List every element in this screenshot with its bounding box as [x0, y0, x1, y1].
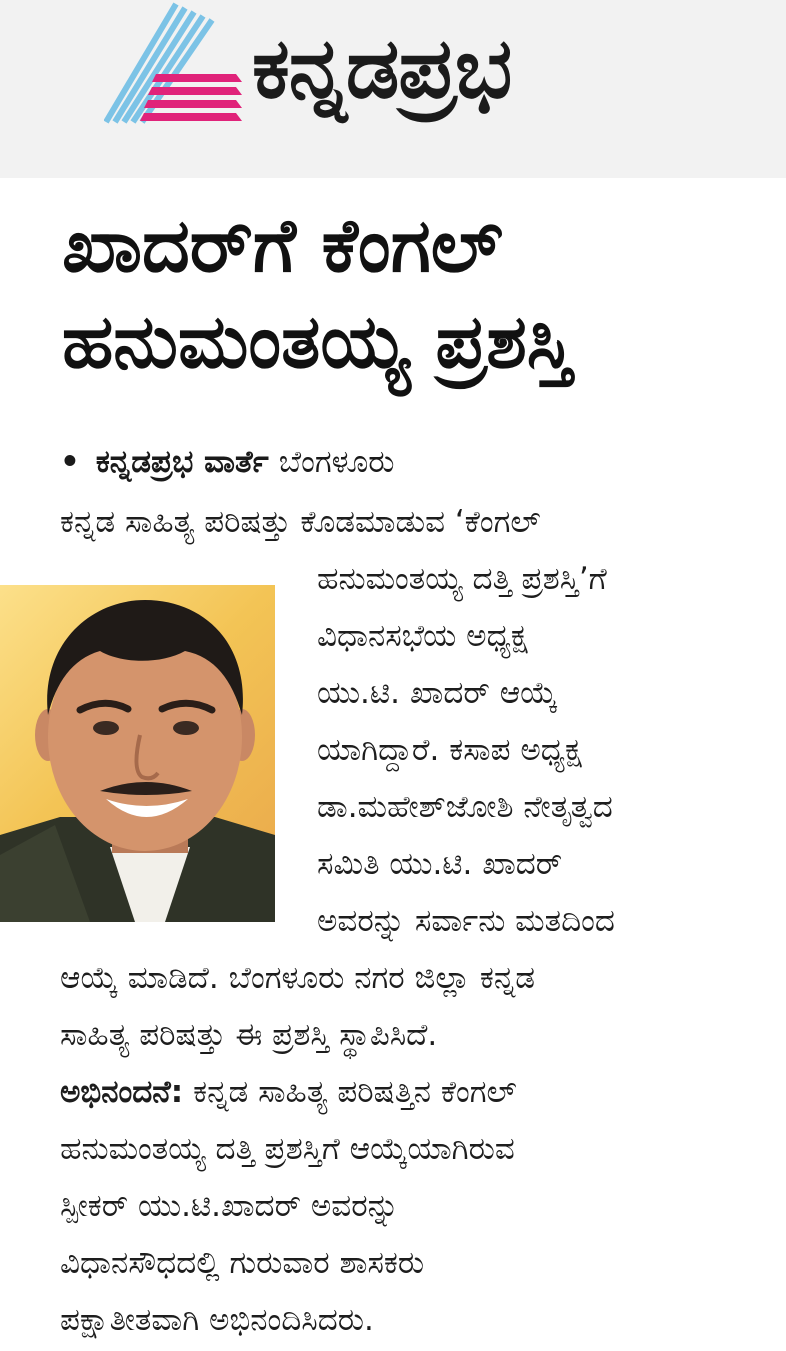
body-line: ವಿಧಾನಸೌಧದಲ್ಲಿ ಗುರುವಾರ ಶಾಸಕರು: [60, 1245, 425, 1281]
body-line: ಸ್ಪೀಕರ್ ಯು.ಟಿ.ಖಾದರ್ ಅವರನ್ನು: [60, 1188, 399, 1224]
brand-name: ಕನ್ನಡಪ್ರಭ: [252, 19, 512, 117]
body-line: ಪಕ್ಷಾತೀತವಾಗಿ ಅಭಿನಂದಿಸಿದರು.: [60, 1302, 374, 1338]
byline-place: ಬೆಂಗಳೂರು: [278, 444, 395, 480]
body-line: ಸಾಹಿತ್ಯ ಪರಿಷತ್ತು ಈ ಪ್ರಶಸ್ತಿ ಸ್ಥಾಪಿಸಿದೆ.: [60, 1017, 438, 1053]
portrait-illustration: [0, 585, 275, 922]
logo-pink-stripe: [140, 113, 242, 121]
logo-pink-stripe: [152, 74, 242, 82]
body-line: ಹನುಮಂತಯ್ಯ ದತ್ತಿ ಪ್ರಶಸ್ತಿ’ಗೆ: [317, 561, 607, 597]
headline: [62, 198, 762, 390]
body-line: ಸಮಿತಿ ಯು.ಟಿ. ಖಾದರ್: [317, 846, 563, 882]
body-line: ಯಾಗಿದ್ದಾರೆ. ಕಸಾಪ ಅಧ್ಯಕ್ಷ: [317, 732, 582, 768]
byline: [60, 440, 395, 484]
byline-agency: ಕನ್ನಡಪ್ರಭ ವಾರ್ತೆ: [95, 444, 269, 480]
body-line: ಅವರನ್ನು ಸರ್ವಾನು ಮತದಿಂದ: [317, 903, 615, 939]
congrats-first-line: [60, 1070, 517, 1114]
body-line: ಕನ್ನಡ ಸಾಹಿತ್ಯ ಪರಿಷತ್ತು ಕೊಡಮಾಡುವ ‘ಕೆಂಗಲ್: [60, 504, 541, 540]
body-line: ಹನುಮಂತಯ್ಯ ದತ್ತಿ ಪ್ರಶಸ್ತಿಗೆ ಆಯ್ಕೆಯಾಗಿರುವ: [60, 1131, 515, 1167]
body-line: ವಿಧಾನಸಭೆಯ ಅಧ್ಯಕ್ಷ: [317, 618, 528, 654]
kannada-prabha-logo-icon: [104, 2, 246, 124]
congrats-first-text: ಕನ್ನಡ ಸಾಹಿತ್ಯ ಪರಿಷತ್ತಿನ ಕೆಂಗಲ್: [193, 1074, 517, 1110]
logo-pink-stripe: [144, 100, 242, 108]
headline-line-1: ಖಾದರ್‌ಗೆ ಕೆಂಗಲ್: [62, 203, 503, 289]
body-line: ಆಯ್ಕೆ ಮಾಡಿದೆ. ಬೆಂಗಳೂರು ನಗರ ಜಿಲ್ಲಾ ಕನ್ನಡ: [60, 960, 536, 996]
body-line: ಯು.ಟಿ. ಖಾದರ್ ಆಯ್ಕೆ: [317, 675, 558, 711]
headline-line-2: ಹನುಮಂತಯ್ಯ ಪ್ರಶಸ್ತಿ: [62, 299, 573, 385]
logo-pink-stripe: [148, 87, 242, 95]
congrats-lead: ಅಭಿನಂದನೆ:: [60, 1074, 184, 1110]
body-line: ಡಾ.ಮಹೇಶ್‌ಜೋಶಿ ನೇತೃತ್ವದ: [317, 789, 613, 825]
byline-bullet: •: [60, 444, 80, 480]
portrait-photo: [0, 585, 275, 922]
masthead: [0, 0, 786, 178]
